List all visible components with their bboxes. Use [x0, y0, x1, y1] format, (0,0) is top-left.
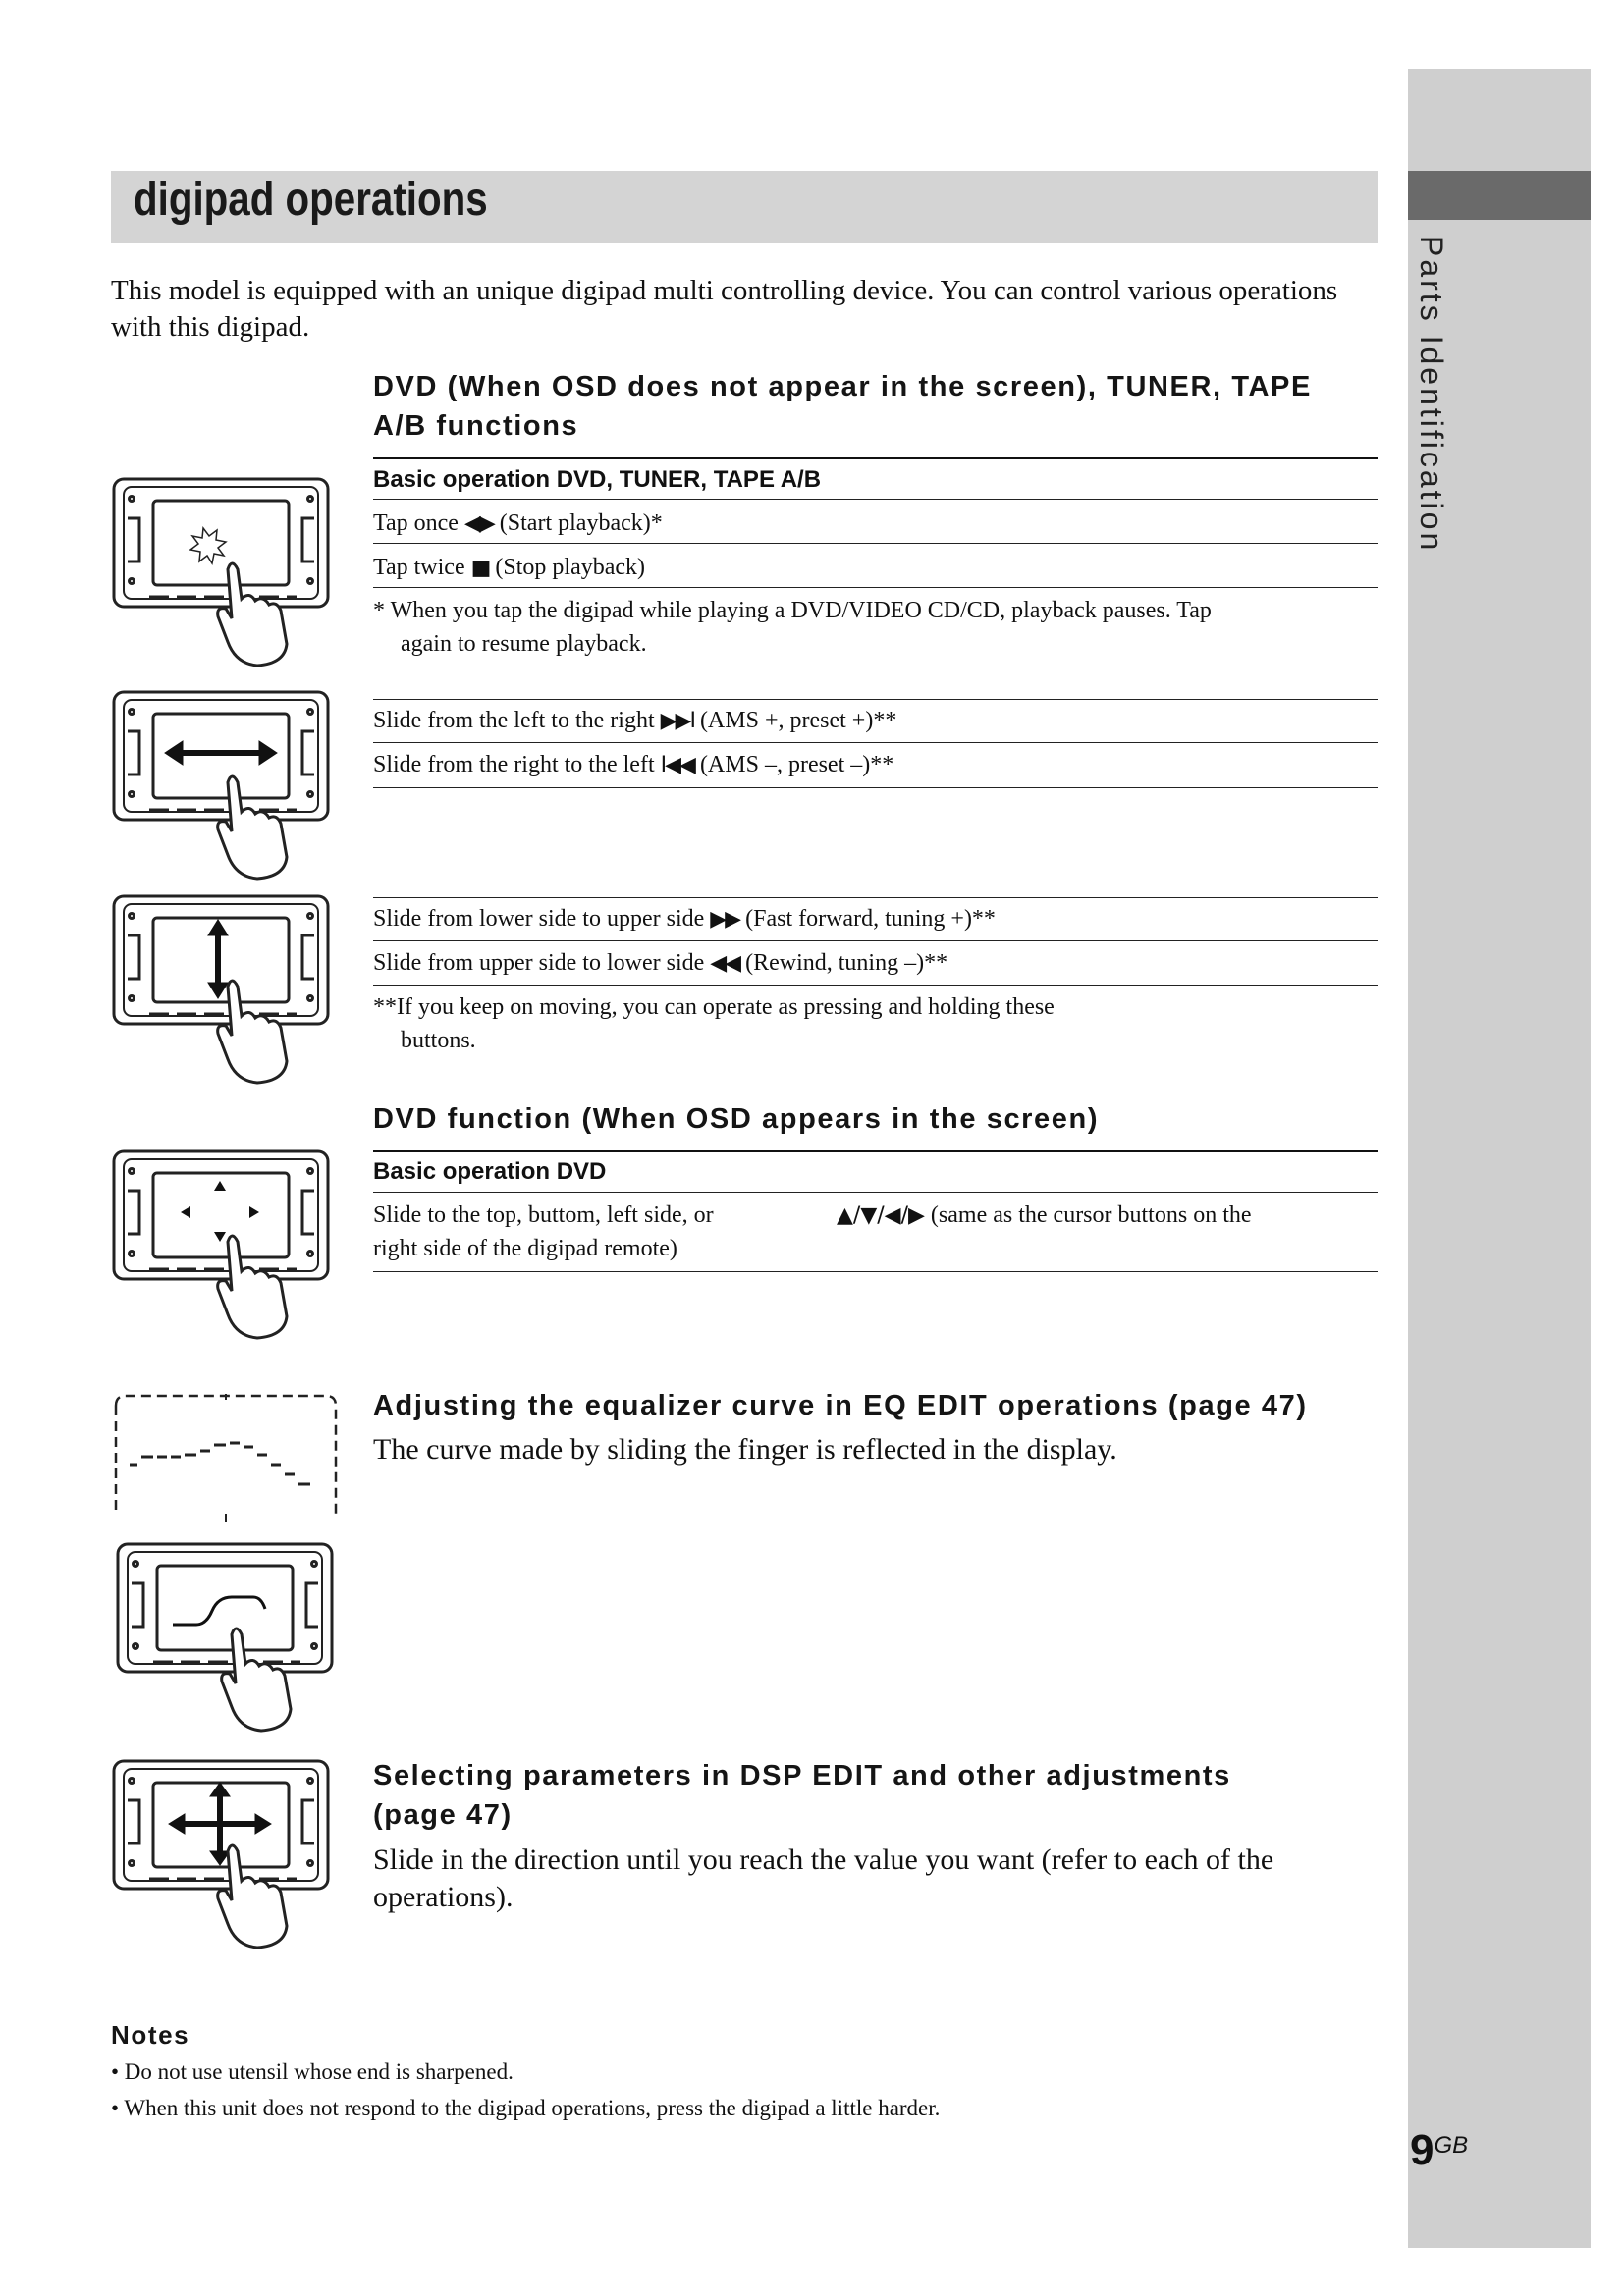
page-title: digipad operations — [134, 174, 488, 226]
section4-body-line1: Slide in the direction until you reach the value you want (refer to each of the — [373, 1843, 1274, 1876]
digipad-remote-icon — [118, 1544, 332, 1672]
eq-curve-icon — [130, 1443, 310, 1484]
section2-table-header: Basic operation DVD — [373, 1158, 607, 1185]
divider — [373, 787, 1378, 788]
page-number: $9^{GB}$ — [1410, 2126, 1469, 2174]
digipad-cursor-illustration — [110, 1144, 336, 1340]
tap-burst-icon — [190, 528, 226, 563]
eq-display-illustration — [110, 1386, 342, 1533]
section4-heading-line2: (page 47) — [373, 1799, 513, 1831]
horizontal-arrow-icon — [165, 741, 277, 765]
table-row-tap-once: Tap once ◀▶ (Start playback)* — [373, 510, 663, 536]
divider — [373, 1271, 1378, 1272]
section1-table-header: Basic operation DVD, TUNER, TAPE A/B — [373, 466, 822, 493]
finger-icon — [222, 1629, 291, 1731]
section1-heading-line1: DVD (When OSD does not appear in the screen), TUNER, TAPE — [373, 371, 1312, 402]
digipad-horizontal-slide-illustration — [110, 684, 336, 881]
divider — [373, 587, 1378, 588]
table-row-slide-left-right: Slide from the left to the right ▶▶I (AMS +, preset +)** — [373, 708, 897, 733]
finger-icon — [218, 776, 287, 879]
table-row-tap-twice: Tap twice ■ (Stop playback) — [373, 555, 646, 580]
section2-col2: ▲/▼/◀/▶ (same as the cursor buttons on the — [837, 1202, 1252, 1228]
footnote2-line1: **If you keep on moving, you can operate as pressing and holding these — [373, 994, 1055, 1020]
note-item: • When this unit does not respond to the digipad operations, press the digipad a little harder. — [111, 2096, 941, 2120]
section2-col1-line2: right side of the digipad remote) — [373, 1236, 677, 1261]
fast-forward-icon: ▶▶ — [710, 907, 740, 932]
section2-rule — [373, 1150, 1378, 1152]
digipad-remote-icon — [114, 479, 328, 607]
digipad-eq-illustration — [114, 1536, 340, 1733]
digipad-vertical-slide-illustration — [110, 888, 336, 1085]
finger-icon — [218, 1845, 287, 1948]
eq-line-icon — [173, 1597, 265, 1625]
footnote-line2: again to resume playback. — [401, 631, 647, 657]
divider — [373, 543, 1378, 544]
vertical-arrow-icon — [208, 920, 228, 998]
intro-paragraph: This model is equipped with an unique digipad multi controlling device. You can control various operations with this digipad. — [111, 275, 1338, 343]
divider — [373, 499, 1378, 500]
previous-track-icon: I◀◀ — [660, 753, 694, 777]
section1-heading-line2: A/B functions — [373, 410, 579, 442]
table-row-slide-up: Slide from lower side to upper side ▶▶ (Fast forward, tuning +)** — [373, 906, 996, 932]
side-tab-label: Parts Identification — [1414, 236, 1449, 554]
section2-col1-line1: Slide to the top, buttom, left side, or — [373, 1202, 714, 1228]
notes-heading: Notes — [111, 2020, 190, 2050]
side-tab-marker — [1408, 171, 1591, 220]
digipad-remote-icon — [114, 1151, 328, 1279]
finger-icon — [218, 1236, 287, 1338]
section3-body: The curve made by sliding the finger is reflected in the display. — [373, 1433, 1117, 1466]
section4-body-line2: operations). — [373, 1881, 514, 1913]
divider — [373, 897, 1378, 898]
divider — [373, 742, 1378, 743]
finger-icon — [218, 981, 287, 1083]
finger-icon — [218, 563, 287, 666]
section4-heading-line1: Selecting parameters in DSP EDIT and other adjustments — [373, 1760, 1231, 1791]
section1-rule — [373, 457, 1378, 459]
table-row-slide-down: Slide from upper side to lower side ◀◀ (Rewind, tuning –)** — [373, 950, 948, 976]
digipad-four-way-illustration — [110, 1753, 336, 1949]
divider — [373, 985, 1378, 986]
section3-heading: Adjusting the equalizer curve in EQ EDIT operations (page 47) — [373, 1390, 1308, 1421]
footnote2-line2: buttons. — [401, 1028, 476, 1053]
cursor-arrows-icon: ▲/▼/◀/▶ — [837, 1203, 925, 1228]
rewind-icon: ◀◀ — [710, 951, 740, 976]
play-reverse-icon: ◀▶ — [463, 511, 494, 536]
cursor-triangles-icon — [181, 1181, 259, 1242]
divider — [373, 699, 1378, 700]
footnote-line1: * When you tap the digipad while playing a DVD/VIDEO CD/CD, playback pauses. Tap — [373, 598, 1212, 623]
table-row-slide-right-left: Slide from the right to the left I◀◀ (AMS –, preset –)** — [373, 752, 894, 777]
next-track-icon: ▶▶I — [660, 709, 694, 733]
note-item: • Do not use utensil whose end is sharpened. — [111, 2059, 514, 2084]
stop-icon: ■ — [470, 556, 490, 580]
digipad-tap-illustration — [110, 471, 336, 667]
divider — [373, 940, 1378, 941]
section2-heading: DVD function (When OSD appears in the screen) — [373, 1103, 1100, 1135]
four-way-arrow-icon — [169, 1783, 271, 1865]
divider — [373, 1192, 1378, 1193]
